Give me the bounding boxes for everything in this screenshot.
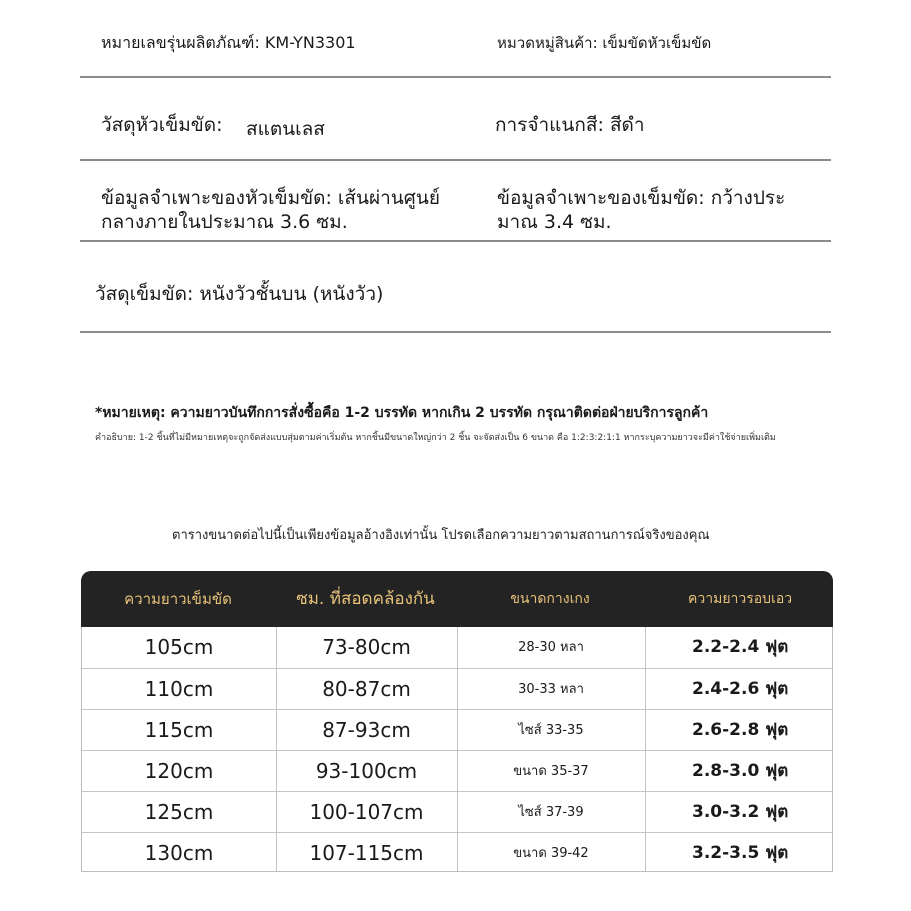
cell-waist: 2.6-2.8 ฟุต	[692, 720, 789, 740]
cell-cm: 73-80cm	[322, 635, 411, 659]
cell-belt-length: 105cm	[144, 635, 214, 659]
cell-waist: 3.0-3.2 ฟุต	[692, 802, 789, 822]
buckle-spec-line1: ข้อมูลจำเพาะของหัวเข็มขัด: เส้นผ่านศูนย์	[101, 187, 440, 209]
cell-cm: 107-115cm	[309, 841, 424, 865]
divider	[80, 240, 831, 242]
table-row	[82, 832, 832, 874]
belt-material: วัสดุเข็มขัด: หนังวัวชั้นบน (หนังวัว)	[95, 283, 384, 305]
cell-pants-size: ขนาด 35-37	[513, 764, 589, 779]
size-table	[81, 571, 833, 872]
header-belt-length: ความยาวเข็มขัด	[124, 590, 232, 608]
table-header	[81, 571, 833, 627]
table-row	[82, 750, 832, 792]
cell-pants-size: 30-33 หลา	[518, 682, 584, 697]
model-number: หมายเลขรุ่นผลิตภัณฑ์: KM-YN3301	[101, 33, 356, 52]
header-pants-size: ขนาดกางเกง	[510, 591, 590, 607]
cell-pants-size: ขนาด 39-42	[513, 846, 589, 861]
table-row	[82, 627, 832, 668]
cell-cm: 93-100cm	[315, 759, 418, 783]
cell-waist: 3.2-3.5 ฟุต	[692, 843, 789, 863]
cell-belt-length: 125cm	[144, 800, 214, 824]
cell-waist: 2.2-2.4 ฟุต	[692, 637, 789, 657]
table-row	[82, 668, 832, 710]
cell-belt-length: 115cm	[144, 718, 214, 742]
divider	[80, 159, 831, 161]
divider	[80, 331, 831, 333]
table-caption: ตารางขนาดต่อไปนี้เป็นเพียงข้อมูลอ้างอิงเท่านั้น โปรดเลือกความยาวตามสถานการณ์จริงของคุณ	[172, 528, 710, 543]
cell-cm: 80-87cm	[322, 677, 411, 701]
cell-waist: 2.4-2.6 ฟุต	[692, 679, 789, 699]
cell-cm: 100-107cm	[309, 800, 424, 824]
cell-belt-length: 130cm	[144, 841, 214, 865]
buckle-spec-line2: กลางภายในประมาณ 3.6 ซม.	[101, 211, 348, 233]
cell-belt-length: 120cm	[144, 759, 214, 783]
divider	[80, 76, 831, 78]
product-category: หมวดหมู่สินค้า: เข็มขัดหัวเข็มขัด	[497, 34, 712, 52]
cell-waist: 2.8-3.0 ฟุต	[692, 761, 789, 781]
header-waist-length: ความยาวรอบเอว	[688, 591, 793, 607]
table-row	[82, 709, 832, 751]
table-row	[82, 791, 832, 833]
cell-pants-size: ไซส์ 33-35	[518, 723, 584, 738]
cell-belt-length: 110cm	[144, 677, 214, 701]
buckle-material-label: วัสดุหัวเข็มขัด:	[101, 114, 223, 136]
belt-spec-line2: มาณ 3.4 ซม.	[497, 211, 612, 233]
shipping-note: คำอธิบาย: 1-2 ชิ้นที่ไม่มีหมายเหตุจะถูกจัดส่งแบบสุ่มตามค่าเริ่มต้น หากชิ้นมีขนาดใหญ่กว่า 2 ชิ้น จะจัดส่งเป็น 6 ขนาด คือ 1:2:3:2:1:1 หากระบุความยาวจะมีค่าใช้จ่ายเพิ่มเติม	[95, 433, 776, 443]
belt-spec-line1: ข้อมูลจำเพาะของเข็มขัด: กว้างประ	[497, 187, 786, 209]
cell-cm: 87-93cm	[322, 718, 411, 742]
order-note: *หมายเหตุ: ความยาวบันทึกการสั่งซื้อคือ 1-2 บรรทัด หากเกิน 2 บรรทัด กรุณาติดต่อฝ่ายบริการลูกค้า	[95, 405, 709, 421]
cell-pants-size: 28-30 หลา	[518, 640, 584, 655]
header-corresponding-cm: ซม. ที่สอดคล้องกัน	[296, 589, 435, 609]
color-classification: การจำแนกสี: สีดำ	[495, 114, 645, 136]
buckle-material-value: สแตนเลส	[246, 118, 325, 140]
cell-pants-size: ไซส์ 37-39	[518, 805, 584, 820]
table-body	[82, 627, 832, 871]
